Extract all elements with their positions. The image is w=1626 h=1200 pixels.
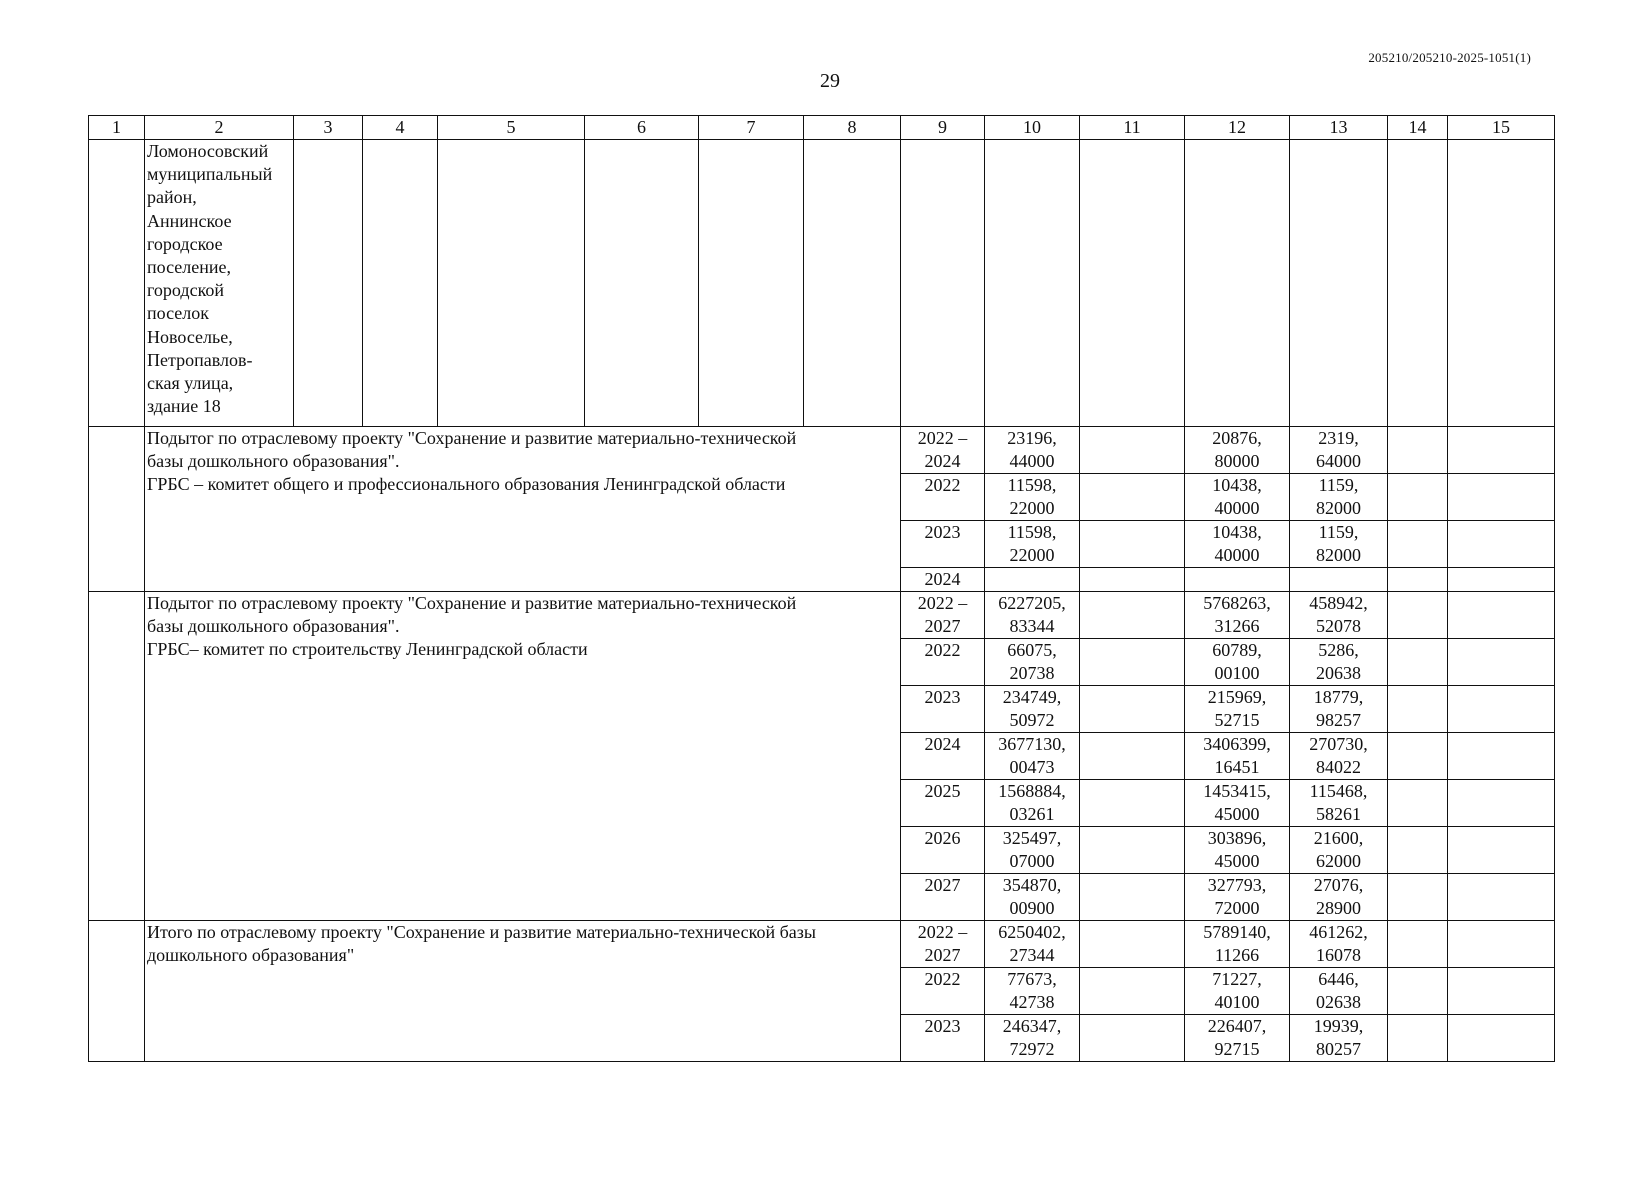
amount-line: 21600, bbox=[1313, 828, 1364, 848]
period-line: 2027 bbox=[924, 616, 961, 636]
empty-cell bbox=[1388, 140, 1448, 427]
address-line: Ломоносовский bbox=[147, 141, 269, 161]
amount-line: 40000 bbox=[1214, 498, 1260, 518]
column-number-cell: 10 bbox=[985, 116, 1080, 140]
local-amount-cell bbox=[1290, 827, 1388, 874]
regional-amount-cell bbox=[1185, 427, 1290, 474]
empty-cell bbox=[1448, 427, 1555, 474]
amount-line: 82000 bbox=[1316, 498, 1361, 518]
column-number-cell: 5 bbox=[438, 116, 585, 140]
column-number-cell: 15 bbox=[1448, 116, 1555, 140]
amount-line: 77673, bbox=[1007, 969, 1057, 989]
amount-line: 07000 bbox=[1009, 851, 1055, 871]
empty-cell bbox=[1448, 592, 1555, 639]
amount-line: 6227205, bbox=[998, 593, 1066, 613]
column-number-cell: 9 bbox=[901, 116, 985, 140]
local-amount-cell bbox=[1290, 1015, 1388, 1062]
empty-cell bbox=[294, 140, 363, 427]
regional-amount-cell bbox=[1185, 686, 1290, 733]
local-amount-cell bbox=[1290, 427, 1388, 474]
empty-cell bbox=[1080, 474, 1185, 521]
amount-line: 19939, bbox=[1313, 1016, 1364, 1036]
regional-amount-cell bbox=[1185, 921, 1290, 968]
amount-line: 327793, bbox=[1207, 875, 1267, 895]
empty-cell bbox=[1185, 140, 1290, 427]
total-amount-cell bbox=[985, 733, 1080, 780]
empty-cell bbox=[1080, 1015, 1185, 1062]
amount-line: 83344 bbox=[1009, 616, 1055, 636]
regional-amount-cell bbox=[1185, 968, 1290, 1015]
period-cell bbox=[901, 427, 985, 474]
group-label-line: Итого по отраслевому проекту "Сохранение и развитие материально-технической базы bbox=[147, 922, 816, 942]
amount-line: 22000 bbox=[1009, 545, 1055, 565]
amount-line: 45000 bbox=[1214, 804, 1260, 824]
column-number-cell: 6 bbox=[585, 116, 699, 140]
group-label-line: базы дошкольного образования". bbox=[147, 616, 400, 636]
amount-line: 84022 bbox=[1316, 757, 1361, 777]
total-amount-cell bbox=[985, 686, 1080, 733]
amount-line: 303896, bbox=[1207, 828, 1267, 848]
empty-cell bbox=[89, 140, 145, 427]
group-label-line: ГРБС – комитет общего и профессионального образования Ленинградской области bbox=[147, 474, 786, 494]
amount-line: 20876, bbox=[1212, 428, 1262, 448]
row-number-cell bbox=[89, 921, 145, 1062]
empty-cell bbox=[1388, 1015, 1448, 1062]
amount-line: 354870, bbox=[1002, 875, 1062, 895]
total-amount-cell bbox=[985, 592, 1080, 639]
amount-line: 03261 bbox=[1009, 804, 1055, 824]
empty-cell bbox=[1448, 921, 1555, 968]
regional-amount-cell bbox=[1185, 1015, 1290, 1062]
period-line: 2024 bbox=[924, 451, 961, 471]
group-label-line: ГРБС– комитет по строительству Ленинградской области bbox=[147, 639, 588, 659]
group-label-cell bbox=[145, 921, 901, 1062]
period-line: 2024 bbox=[924, 569, 961, 589]
amount-line: 20738 bbox=[1009, 663, 1055, 683]
total-amount-cell bbox=[985, 968, 1080, 1015]
empty-cell bbox=[1388, 474, 1448, 521]
column-number-cell: 1 bbox=[89, 116, 145, 140]
amount-line: 461262, bbox=[1309, 922, 1368, 942]
amount-line: 82000 bbox=[1316, 545, 1361, 565]
local-amount-cell bbox=[1290, 733, 1388, 780]
empty-cell bbox=[585, 140, 699, 427]
period-line: 2023 bbox=[924, 1016, 961, 1036]
total-amount-cell bbox=[985, 874, 1080, 921]
amount-line: 6446, bbox=[1318, 969, 1359, 989]
amount-line: 71227, bbox=[1212, 969, 1262, 989]
group-label-line: базы дошкольного образования". bbox=[147, 451, 400, 471]
amount-line: 58261 bbox=[1316, 804, 1361, 824]
period-cell bbox=[901, 474, 985, 521]
amount-line: 31266 bbox=[1214, 616, 1260, 636]
period-line: 2027 bbox=[924, 945, 961, 965]
local-amount-cell bbox=[1290, 592, 1388, 639]
column-number-cell: 4 bbox=[363, 116, 438, 140]
group-label-cell bbox=[145, 427, 901, 592]
amount-line: 3406399, bbox=[1203, 734, 1271, 754]
empty-cell bbox=[363, 140, 438, 427]
empty-cell bbox=[1448, 780, 1555, 827]
regional-amount-cell bbox=[1185, 874, 1290, 921]
table-row bbox=[89, 921, 1555, 968]
amount-line: 20638 bbox=[1316, 663, 1361, 683]
local-amount-cell bbox=[1290, 921, 1388, 968]
amount-line: 5768263, bbox=[1203, 593, 1271, 613]
amount-line: 72000 bbox=[1214, 898, 1260, 918]
amount-line: 28900 bbox=[1316, 898, 1361, 918]
empty-cell bbox=[1448, 827, 1555, 874]
document-id: 205210/205210-2025-1051(1) bbox=[1368, 50, 1531, 65]
empty-cell bbox=[1388, 427, 1448, 474]
amount-line: 40000 bbox=[1214, 545, 1260, 565]
amount-line: 98257 bbox=[1316, 710, 1361, 730]
column-number-row bbox=[89, 116, 1555, 140]
amount-line: 458942, bbox=[1309, 593, 1368, 613]
empty-cell bbox=[1448, 733, 1555, 780]
column-number-cell: 7 bbox=[699, 116, 804, 140]
regional-amount-cell bbox=[1185, 827, 1290, 874]
empty-cell bbox=[1388, 827, 1448, 874]
empty-cell bbox=[1080, 427, 1185, 474]
amount-line: 215969, bbox=[1207, 687, 1267, 707]
amount-line: 45000 bbox=[1214, 851, 1260, 871]
amount-line: 226407, bbox=[1207, 1016, 1267, 1036]
period-cell bbox=[901, 686, 985, 733]
total-amount-cell bbox=[985, 639, 1080, 686]
empty-cell bbox=[1388, 968, 1448, 1015]
empty-cell bbox=[1080, 874, 1185, 921]
amount-line: 1159, bbox=[1318, 475, 1359, 495]
amount-line: 3677130, bbox=[998, 734, 1066, 754]
local-amount-cell bbox=[1290, 686, 1388, 733]
amount-line: 10438, bbox=[1212, 475, 1262, 495]
empty-cell bbox=[1080, 733, 1185, 780]
period-cell bbox=[901, 592, 985, 639]
address-line: поселение, bbox=[147, 257, 232, 278]
period-line: 2023 bbox=[924, 687, 961, 707]
empty-cell bbox=[1388, 592, 1448, 639]
regional-amount-cell bbox=[1185, 521, 1290, 568]
group-label-line: Подытог по отраслевому проекту "Сохранение и развитие материально-технической bbox=[147, 428, 797, 448]
period-cell bbox=[901, 780, 985, 827]
regional-amount-cell bbox=[1185, 733, 1290, 780]
table-row bbox=[89, 427, 1555, 474]
empty-cell bbox=[699, 140, 804, 427]
row-number-cell bbox=[89, 427, 145, 592]
period-cell bbox=[901, 1015, 985, 1062]
local-amount-cell bbox=[1290, 780, 1388, 827]
empty-cell bbox=[1388, 874, 1448, 921]
regional-amount-cell bbox=[1185, 474, 1290, 521]
address-line: Новоселье, bbox=[147, 326, 233, 347]
period-cell bbox=[901, 568, 985, 592]
period-cell bbox=[901, 733, 985, 780]
empty-cell bbox=[1080, 568, 1185, 592]
empty-cell bbox=[1388, 521, 1448, 568]
period-cell bbox=[901, 639, 985, 686]
amount-line: 80257 bbox=[1316, 1039, 1361, 1059]
amount-line: 270730, bbox=[1309, 734, 1368, 754]
column-number-cell: 2 bbox=[145, 116, 294, 140]
empty-cell bbox=[1388, 780, 1448, 827]
address-line: здание 18 bbox=[147, 396, 221, 417]
amount-line: 50972 bbox=[1009, 710, 1055, 730]
amount-line: 18779, bbox=[1313, 687, 1364, 707]
amount-line: 40100 bbox=[1214, 992, 1260, 1012]
row-number-cell bbox=[89, 592, 145, 921]
amount-line: 00473 bbox=[1009, 757, 1055, 777]
amount-line: 64000 bbox=[1316, 451, 1361, 471]
amount-line: 11598, bbox=[1007, 475, 1057, 495]
amount-line: 10438, bbox=[1212, 522, 1262, 542]
amount-line: 11598, bbox=[1007, 522, 1057, 542]
empty-cell bbox=[1080, 780, 1185, 827]
group-label-cell bbox=[145, 592, 901, 921]
period-line: 2027 bbox=[924, 875, 961, 895]
local-amount-cell bbox=[1290, 521, 1388, 568]
amount-line: 22000 bbox=[1009, 498, 1055, 518]
address-line: Аннинское bbox=[147, 210, 232, 231]
amount-line: 16451 bbox=[1214, 757, 1260, 777]
group-label-line: Подытог по отраслевому проекту "Сохранение и развитие материально-технической bbox=[147, 593, 797, 613]
amount-line: 234749, bbox=[1002, 687, 1062, 707]
amount-line: 80000 bbox=[1214, 451, 1260, 471]
empty-cell bbox=[1448, 874, 1555, 921]
period-line: 2022 – bbox=[917, 428, 968, 448]
empty-cell bbox=[985, 140, 1080, 427]
period-line: 2023 bbox=[924, 522, 961, 542]
total-amount-cell bbox=[985, 1015, 1080, 1062]
empty-cell bbox=[1080, 140, 1185, 427]
empty-cell bbox=[1388, 686, 1448, 733]
amount-line: 72972 bbox=[1009, 1039, 1055, 1059]
amount-line: 66075, bbox=[1007, 640, 1057, 660]
empty-cell bbox=[1448, 474, 1555, 521]
address-cell bbox=[145, 140, 294, 427]
empty-cell bbox=[1080, 592, 1185, 639]
amount-line: 1159, bbox=[1318, 522, 1359, 542]
column-number-cell: 11 bbox=[1080, 116, 1185, 140]
amount-line: 44000 bbox=[1009, 451, 1055, 471]
total-amount-cell bbox=[985, 521, 1080, 568]
empty-cell bbox=[1388, 639, 1448, 686]
address-line: муниципальный bbox=[147, 164, 273, 185]
empty-cell bbox=[1448, 521, 1555, 568]
column-number-cell: 14 bbox=[1388, 116, 1448, 140]
period-cell bbox=[901, 968, 985, 1015]
address-line: городской bbox=[147, 280, 225, 301]
amount-line: 246347, bbox=[1002, 1016, 1062, 1036]
empty-cell bbox=[1080, 521, 1185, 568]
column-number-cell: 13 bbox=[1290, 116, 1388, 140]
regional-amount-cell bbox=[1185, 639, 1290, 686]
empty-cell bbox=[1080, 921, 1185, 968]
amount-line: 325497, bbox=[1002, 828, 1062, 848]
column-number-cell: 3 bbox=[294, 116, 363, 140]
address-line: район, bbox=[147, 187, 197, 208]
empty-cell bbox=[1448, 140, 1555, 427]
amount-line: 60789, bbox=[1212, 640, 1262, 660]
total-amount-cell bbox=[985, 568, 1080, 592]
local-amount-cell bbox=[1290, 874, 1388, 921]
period-cell bbox=[901, 874, 985, 921]
amount-line: 00100 bbox=[1214, 663, 1260, 683]
empty-cell bbox=[804, 140, 901, 427]
amount-line: 27076, bbox=[1313, 875, 1364, 895]
address-line: ская улица, bbox=[147, 373, 234, 394]
local-amount-cell bbox=[1290, 968, 1388, 1015]
empty-cell bbox=[1448, 686, 1555, 733]
group-label-line: дошкольного образования" bbox=[147, 945, 355, 965]
empty-cell bbox=[901, 140, 985, 427]
amount-line: 5789140, bbox=[1203, 922, 1271, 942]
period-cell bbox=[901, 827, 985, 874]
amount-line: 52078 bbox=[1316, 616, 1361, 636]
empty-cell bbox=[1448, 968, 1555, 1015]
amount-line: 00900 bbox=[1009, 898, 1055, 918]
amount-line: 1453415, bbox=[1203, 781, 1271, 801]
amount-line: 42738 bbox=[1009, 992, 1055, 1012]
total-amount-cell bbox=[985, 827, 1080, 874]
period-line: 2022 – bbox=[917, 922, 968, 942]
total-amount-cell bbox=[985, 427, 1080, 474]
empty-cell bbox=[438, 140, 585, 427]
amount-line: 52715 bbox=[1214, 710, 1260, 730]
period-line: 2025 bbox=[924, 781, 961, 801]
regional-amount-cell bbox=[1185, 568, 1290, 592]
empty-cell bbox=[1388, 921, 1448, 968]
address-line: поселок bbox=[147, 303, 210, 324]
period-line: 2024 bbox=[924, 734, 961, 754]
address-line: городское bbox=[147, 233, 223, 254]
local-amount-cell bbox=[1290, 639, 1388, 686]
total-amount-cell bbox=[985, 474, 1080, 521]
address-line: Петропавлов- bbox=[147, 349, 253, 370]
total-amount-cell bbox=[985, 921, 1080, 968]
period-line: 2026 bbox=[924, 828, 961, 848]
empty-cell bbox=[1080, 686, 1185, 733]
amount-line: 11266 bbox=[1214, 945, 1260, 965]
regional-amount-cell bbox=[1185, 780, 1290, 827]
period-cell bbox=[901, 521, 985, 568]
amount-line: 27344 bbox=[1009, 945, 1055, 965]
address-row bbox=[89, 140, 1555, 427]
amount-line: 92715 bbox=[1214, 1039, 1260, 1059]
amount-line: 1568884, bbox=[998, 781, 1066, 801]
column-number-cell: 8 bbox=[804, 116, 901, 140]
empty-cell bbox=[1080, 827, 1185, 874]
empty-cell bbox=[1448, 1015, 1555, 1062]
period-line: 2022 bbox=[924, 640, 961, 660]
empty-cell bbox=[1290, 140, 1388, 427]
period-line: 2022 bbox=[924, 475, 961, 495]
empty-cell bbox=[1080, 968, 1185, 1015]
amount-line: 23196, bbox=[1007, 428, 1057, 448]
regional-amount-cell bbox=[1185, 592, 1290, 639]
local-amount-cell bbox=[1290, 568, 1388, 592]
amount-line: 16078 bbox=[1316, 945, 1361, 965]
empty-cell bbox=[1448, 568, 1555, 592]
amount-line: 02638 bbox=[1316, 992, 1361, 1012]
table-row bbox=[89, 592, 1555, 639]
empty-cell bbox=[1388, 733, 1448, 780]
period-line: 2022 – bbox=[917, 593, 968, 613]
amount-line: 115468, bbox=[1309, 781, 1368, 801]
total-amount-cell bbox=[985, 780, 1080, 827]
page-number: 29 bbox=[820, 70, 840, 92]
empty-cell bbox=[1080, 639, 1185, 686]
period-line: 2022 bbox=[924, 969, 961, 989]
amount-line: 2319, bbox=[1318, 428, 1359, 448]
amount-line: 6250402, bbox=[998, 922, 1066, 942]
amount-line: 5286, bbox=[1318, 640, 1359, 660]
column-number-cell: 12 bbox=[1185, 116, 1290, 140]
local-amount-cell bbox=[1290, 474, 1388, 521]
empty-cell bbox=[1448, 639, 1555, 686]
data-table bbox=[88, 115, 1555, 1062]
period-cell bbox=[901, 921, 985, 968]
empty-cell bbox=[1388, 568, 1448, 592]
amount-line: 62000 bbox=[1316, 851, 1361, 871]
